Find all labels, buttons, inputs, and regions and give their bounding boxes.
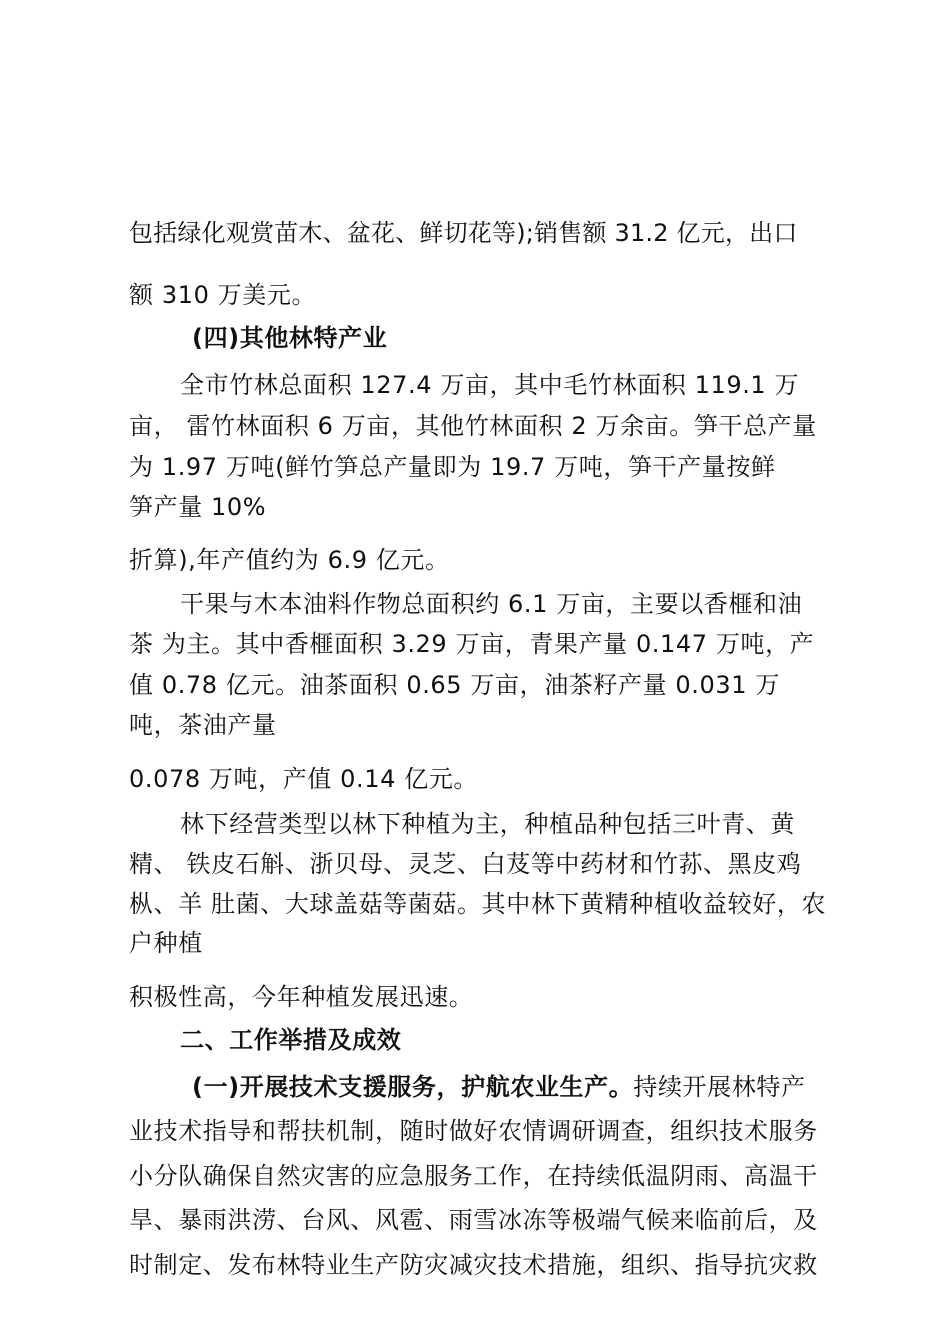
paragraph-line: 户种植 xyxy=(129,929,203,957)
paragraph-line: 时制定、发布林特业生产防灾减灾技术措施，组织、指导抗灾救 xyxy=(129,1251,818,1279)
paragraph-line: 为 1.97 万吨(鲜竹笋总产量即为 19.7 万吨，笋干产量按鲜 xyxy=(129,453,776,481)
paragraph-line: 包括绿化观赏苗木、盆花、鲜切花等);销售额 31.2 亿元，出口 xyxy=(129,219,798,247)
paragraph-line: 干果与木本油料作物总面积约 6.1 万亩，主要以香榧和油 xyxy=(180,590,803,618)
paragraph-line: 折算),年产值约为 6.9 亿元。 xyxy=(129,546,450,574)
paragraph-line: 值 0.78 亿元。油茶面积 0.65 万亩，油茶籽产量 0.031 万 xyxy=(129,671,780,699)
paragraph-line: 业技术指导和帮扶机制，随时做好农情调研调查，组织技术服务 xyxy=(129,1117,818,1145)
section-heading: 二、工作举措及成效 xyxy=(180,1026,402,1054)
paragraph-line: 笋产量 10% xyxy=(129,493,267,521)
paragraph-line: 小分队确保自然灾害的应急服务工作，在持续低温阴雨、高温干 xyxy=(129,1162,818,1190)
paragraph-line: 吨，茶油产量 xyxy=(129,711,277,739)
section-heading: (四)其他林特产业 xyxy=(192,324,388,352)
paragraph-line xyxy=(192,1070,842,1104)
paragraph-line: 枞、羊 肚菌、大球盖菇等菌菇。其中林下黄精种植收益较好，农 xyxy=(129,890,827,918)
paragraph-line: 积极性高，今年种植发展迅速。 xyxy=(129,983,474,1011)
paragraph-line: 额 310 万美元。 xyxy=(129,281,317,309)
paragraph-line: 全市竹林总面积 127.4 万亩，其中毛竹林面积 119.1 万 xyxy=(180,371,800,399)
paragraph-line: 旱、暴雨洪涝、台风、风雹、雨雪冰冻等极端气候来临前后，及 xyxy=(129,1206,818,1234)
paragraph-text: 持续开展林特产 xyxy=(633,1073,806,1101)
paragraph-line: 精、 铁皮石斛、浙贝母、灵芝、白芨等中药材和竹荪、黑皮鸡 xyxy=(129,850,802,878)
subsection-heading: (一)开展技术支援服务，护航农业生产。 xyxy=(192,1073,634,1101)
paragraph-line: 林下经营类型以林下种植为主，种植品种包括三叶青、黄 xyxy=(180,810,795,838)
paragraph-line: 0.078 万吨，产值 0.14 亿元。 xyxy=(129,765,479,793)
paragraph-line: 亩， 雷竹林面积 6 万亩，其他竹林面积 2 万余亩。笋干总产量 xyxy=(129,412,817,440)
paragraph-line: 茶 为主。其中香榧面积 3.29 万亩，青果产量 0.147 万吨，产 xyxy=(129,630,815,658)
